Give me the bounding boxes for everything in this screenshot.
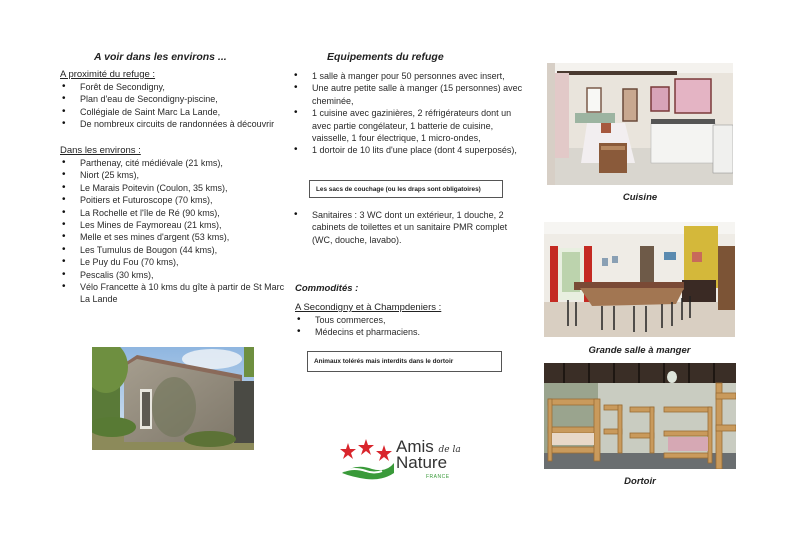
- list-item: • Forêt de Secondigny,: [60, 81, 290, 93]
- list-item: • Vélo Francette à 10 kms du gîte à partir de St Marc La Lande: [60, 281, 290, 306]
- list-item: • Plan d'eau de Secondigny-piscine,: [60, 93, 290, 105]
- list-item: • Collégiale de Saint Marc La Lande,: [60, 106, 290, 118]
- kitchen-photo: [547, 63, 733, 185]
- list-item: • Médecins et pharmaciens.: [295, 326, 520, 338]
- list-item: • Poitiers et Futuroscope (70 kms),: [60, 194, 290, 206]
- list-item: • Tous commerces,: [295, 314, 520, 326]
- list-item: • Les Tumulus de Bougon (44 kms),: [60, 244, 290, 256]
- amis-de-la-nature-logo: [336, 437, 481, 487]
- proximity-list: [60, 81, 290, 131]
- house-photo: [92, 347, 254, 450]
- dormitory-caption: Dortoir: [624, 476, 656, 487]
- dormitory-photo: [544, 363, 736, 469]
- animals-note: Animaux tolérés mais interdits dans le dortoir: [307, 351, 502, 372]
- sleeping-bag-note: Les sacs de couchage (ou les draps sont obligatoires): [309, 180, 503, 198]
- equipment-section-title: Equipements du refuge: [327, 51, 444, 63]
- amenities-list: [295, 314, 520, 339]
- list-item: • Pescalis (30 kms),: [60, 269, 290, 281]
- list-item: • Le Marais Poitevin (Coulon, 35 kms),: [60, 182, 290, 194]
- list-item: • De nombreux circuits de randonnées à découvrir: [60, 118, 290, 130]
- kitchen-caption: Cuisine: [622, 192, 658, 203]
- list-item: • 1 cuisine avec gazinières, 2 réfrigérateurs dont un avec partie congélateur, 1 batterie de cuisine, vaisselle, 1 four électrique, 1 micro-ondes,: [292, 107, 524, 144]
- list-item: • La Rochelle et l'île de Ré (90 kms),: [60, 207, 290, 219]
- equipment-section: [292, 70, 524, 157]
- list-item: • Niort (25 kms),: [60, 169, 290, 181]
- amenities-section: [295, 302, 520, 339]
- logo-de-la: de la: [438, 445, 461, 455]
- flowers-hand-icon: [336, 439, 396, 481]
- list-item: • Melle et ses mines d'argent (53 kms),: [60, 231, 290, 243]
- surroundings-heading: Dans les environs :: [60, 145, 141, 156]
- list-item: • Parthenay, cité médiévale (21 kms),: [60, 157, 290, 169]
- left-section-title: A voir dans les environs ...: [94, 51, 227, 63]
- list-item: • Une autre petite salle à manger (15 personnes) avec cheminée,: [292, 82, 524, 107]
- proximity-heading: A proximité du refuge :: [60, 69, 156, 80]
- amenities-title: Commodités :: [295, 283, 359, 294]
- surroundings-list: [60, 157, 290, 306]
- dining-room-caption: Grande salle à manger: [588, 345, 691, 356]
- list-item: • 1 dortoir de 10 lits d'une place (dont 4 superposés),: [292, 144, 524, 156]
- list-item: • Les Mines de Faymoreau (21 kms),: [60, 219, 290, 231]
- list-item: • Sanitaires : 3 WC dont un extérieur, 1 douche, 2 cabinets de toilettes et un sanitaire PMR complet (WC, douche, lavabo).: [292, 209, 524, 246]
- dining-room-photo: [544, 222, 735, 337]
- proximity-section: [60, 69, 290, 131]
- list-item: • Le Puy du Fou (70 kms),: [60, 256, 290, 268]
- amenities-heading: A Secondigny et à Champdeniers :: [295, 302, 442, 313]
- list-item: • 1 salle à manger pour 50 personnes avec insert,: [292, 70, 524, 82]
- surroundings-section: [60, 145, 290, 306]
- sanitary-section: [292, 209, 524, 246]
- sanitary-list: [292, 209, 524, 246]
- equipment-list: [292, 70, 524, 157]
- logo-nature: Nature: [396, 453, 448, 472]
- logo-amis: Amis: [396, 437, 434, 456]
- logo-france: FRANCE: [426, 474, 450, 480]
